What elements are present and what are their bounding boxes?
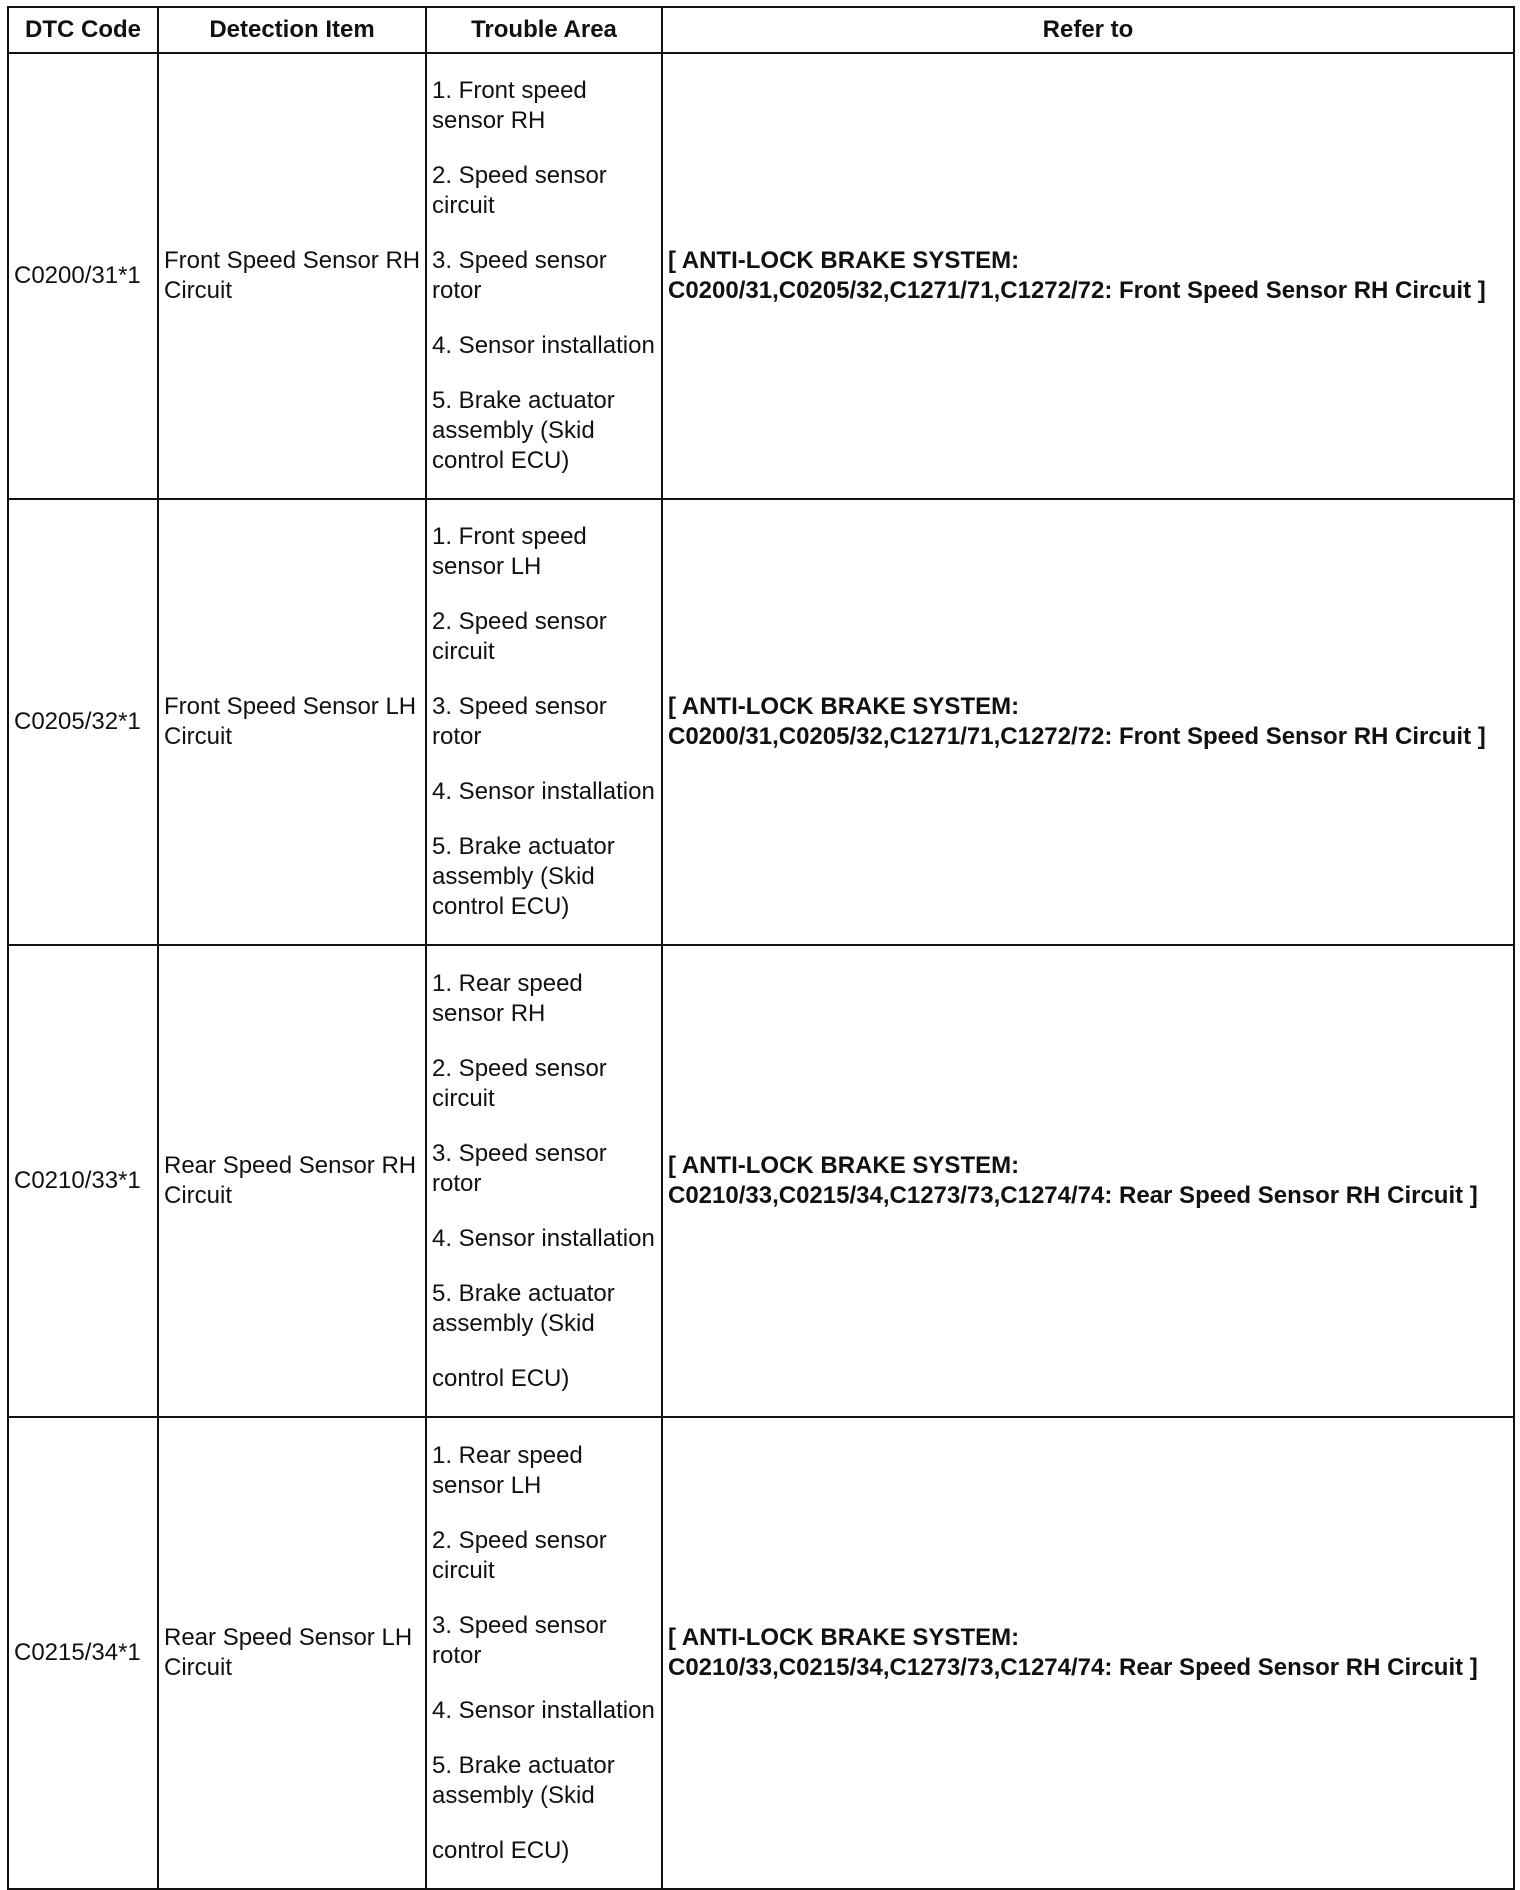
refer-to-cell [662, 945, 1514, 1417]
trouble-area-item: 5. Brake actuator assembly (Skid control ECU) [432, 833, 615, 920]
trouble-area-item: control ECU) [432, 1364, 570, 1392]
trouble-area-item: 2. Speed sensor circuit [432, 608, 607, 665]
refer-title: [ ANTI-LOCK BRAKE SYSTEM: [668, 247, 1020, 274]
refer-to-cell [662, 1417, 1514, 1889]
dtc-code-cell: C0205/32*1 [8, 499, 158, 945]
trouble-area-item: 1. Front speed sensor RH [432, 77, 587, 134]
trouble-area-item: 4. Sensor installation [432, 1696, 655, 1724]
dtc-table [7, 6, 1515, 1890]
trouble-area-item: 1. Rear speed sensor LH [432, 1441, 583, 1499]
trouble-area-item: 5. Brake actuator assembly (Skid control ECU) [432, 387, 615, 474]
detection-item-cell: Front Speed Sensor LH Circuit [158, 499, 426, 945]
dtc-code-cell: C0200/31*1 [8, 53, 158, 499]
detection-item-cell: Rear Speed Sensor LH Circuit [158, 1417, 426, 1889]
refer-to-cell [662, 53, 1514, 499]
trouble-area-item: 4. Sensor installation [432, 778, 655, 805]
trouble-area-item: 5. Brake actuator assembly (Skid [432, 1751, 615, 1809]
table-row [8, 499, 1514, 945]
trouble-area-item: 2. Speed sensor circuit [432, 1526, 607, 1584]
refer-description: : Front Speed Sensor RH Circuit ] [1104, 277, 1486, 304]
trouble-area-item: 3. Speed sensor rotor [432, 693, 607, 750]
refer-title: [ ANTI-LOCK BRAKE SYSTEM: [668, 1624, 1020, 1651]
refer-description: : Rear Speed Sensor RH Circuit ] [1104, 1654, 1478, 1681]
detection-item-cell: Rear Speed Sensor RH Circuit [158, 945, 426, 1417]
trouble-area-item: 2. Speed sensor circuit [432, 162, 607, 219]
trouble-area-cell [426, 1417, 662, 1889]
header-refer-to: Refer to [662, 7, 1514, 53]
refer-description: : Rear Speed Sensor RH Circuit ] [1104, 1182, 1478, 1209]
refer-title: [ ANTI-LOCK BRAKE SYSTEM: [668, 693, 1020, 720]
trouble-area-cell [426, 945, 662, 1417]
trouble-area-cell [426, 53, 662, 499]
trouble-area-item: 4. Sensor installation [432, 1224, 655, 1252]
refer-description: : Front Speed Sensor RH Circuit ] [1104, 723, 1486, 750]
refer-link-codes[interactable]: C0200/31,C0205/32,C1271/71,C1272/72 [668, 277, 1105, 304]
header-row [8, 7, 1514, 53]
trouble-area-item: 3. Speed sensor rotor [432, 1139, 607, 1197]
table-row [8, 53, 1514, 499]
trouble-area-item: 1. Front speed sensor LH [432, 523, 587, 580]
refer-link-codes[interactable]: C0210/33,C0215/34,C1273/73,C1274/74 [668, 1182, 1105, 1209]
trouble-area-item: 1. Rear speed sensor RH [432, 969, 583, 1027]
trouble-area-item: 3. Speed sensor rotor [432, 1611, 607, 1669]
refer-link-codes[interactable]: C0210/33,C0215/34,C1273/73,C1274/74 [668, 1654, 1105, 1681]
table-row [8, 945, 1514, 1417]
trouble-area-item: 2. Speed sensor circuit [432, 1054, 607, 1112]
refer-link-codes[interactable]: C0200/31,C0205/32,C1271/71,C1272/72 [668, 723, 1105, 750]
trouble-area-item: 5. Brake actuator assembly (Skid [432, 1279, 615, 1337]
dtc-code-cell: C0215/34*1 [8, 1417, 158, 1889]
trouble-area-item: 4. Sensor installation [432, 332, 655, 359]
refer-title: [ ANTI-LOCK BRAKE SYSTEM: [668, 1152, 1020, 1179]
detection-item-cell: Front Speed Sensor RH Circuit [158, 53, 426, 499]
dtc-code-cell: C0210/33*1 [8, 945, 158, 1417]
trouble-area-cell [426, 499, 662, 945]
trouble-area-item: 3. Speed sensor rotor [432, 247, 607, 304]
trouble-area-item: control ECU) [432, 1836, 570, 1864]
table-row [8, 1417, 1514, 1889]
header-dtc-code: DTC Code [8, 7, 158, 53]
refer-to-cell [662, 499, 1514, 945]
header-detection-item: Detection Item [158, 7, 426, 53]
header-trouble-area: Trouble Area [426, 7, 662, 53]
